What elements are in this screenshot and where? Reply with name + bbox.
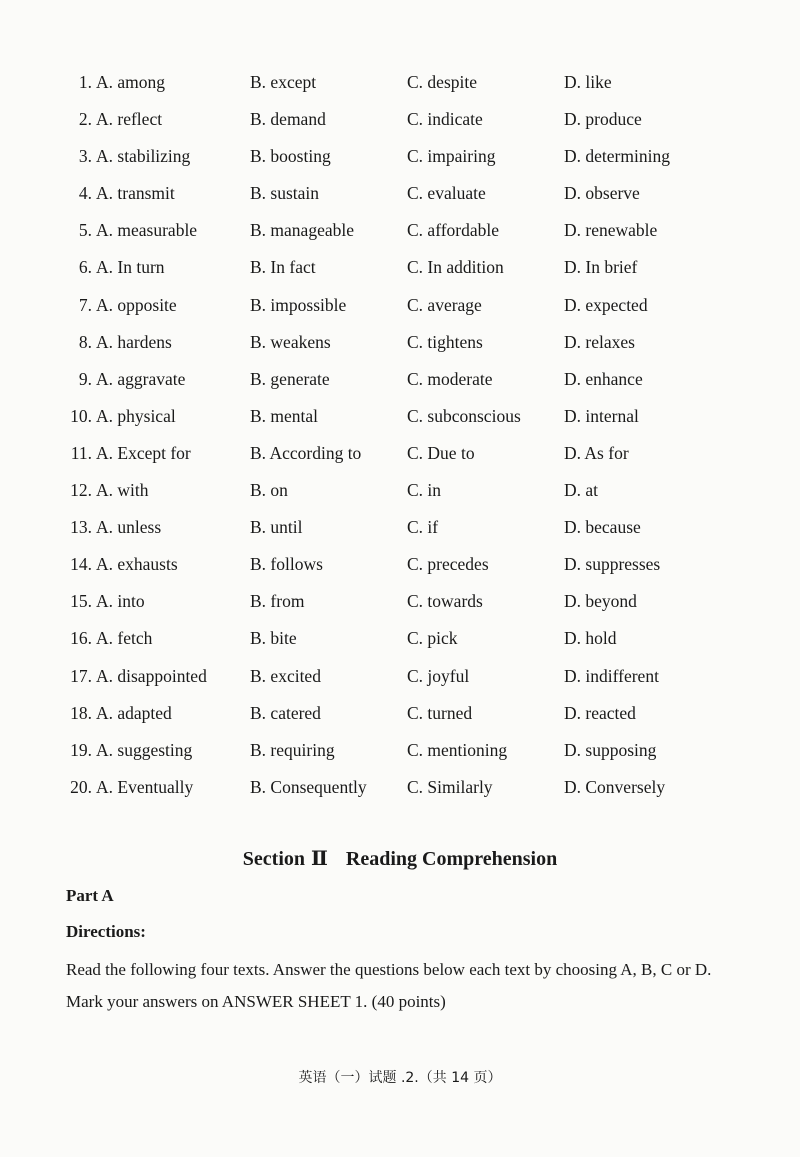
option-b: B. except [250,72,317,92]
question-number: 2. [78,109,92,130]
question-number: 20. [70,776,92,797]
option-d: D. supposing [564,739,657,760]
question-number: 7. [78,294,92,315]
option-c: C. evaluate [407,183,486,204]
option-b: B. excited [250,665,321,686]
option-text: A. transmit [96,183,175,204]
option-b: B. sustain [250,183,320,204]
option-a [64,546,178,583]
option-text: A. unless [96,517,162,538]
option-a [64,769,193,806]
option-b: B. until [250,517,303,538]
option-text: A. Except for [96,442,191,463]
option-d: D. because [564,517,641,538]
option-b: B. demand [250,109,326,130]
option-b: B. follows [250,554,323,575]
option-c: C. despite [407,72,477,92]
option-a [64,138,190,175]
question-number: 1. [78,72,92,92]
option-b: B. bite [250,628,297,649]
option-a [64,287,177,324]
question-number: 19. [70,739,92,760]
option-c: C. joyful [407,665,470,686]
option-a [64,398,176,435]
option-b: B. According to [250,442,362,463]
question-row [0,324,800,361]
option-c: C. subconscious [407,405,521,426]
option-c: C. towards [407,591,483,612]
option-a [64,101,162,138]
question-row [0,212,800,249]
option-b: B. impossible [250,294,347,315]
option-a [64,249,165,286]
option-d: D. indifferent [564,665,659,686]
directions-heading: Directions: [66,922,146,941]
question-row [0,398,800,435]
page-footer: 英语（一）试题 .2.（共 14 页） [298,1070,502,1086]
option-text: A. In turn [96,257,165,278]
option-text: A. reflect [96,109,163,130]
option-text: A. among [96,72,166,92]
option-c: C. indicate [407,109,483,130]
question-number: 17. [70,665,92,686]
option-text: A. adapted [96,702,172,723]
directions-text: Read the following four texts. Answer the questions below each text by choosing A, B, C or D. Mark your answers on ANSWER SHEET 1. (40 points) [66,960,712,1011]
question-number: 14. [70,554,92,575]
question-row [0,658,800,695]
question-row [0,435,800,472]
option-d: D. determining [564,146,670,167]
question-row [0,138,800,175]
section-number: Ⅱ [311,848,328,870]
option-c: C. in [407,480,442,501]
option-text: A. stabilizing [96,146,191,167]
section-label: Section [242,848,306,870]
option-b: B. generate [250,368,330,389]
question-number: 15. [70,591,92,612]
question-number: 16. [70,628,92,649]
option-c: C. average [407,294,482,315]
option-d: D. renewable [564,220,658,241]
option-text: A. aggravate [96,368,186,389]
question-number: 9. [78,368,92,389]
option-d: D. Conversely [564,776,666,797]
option-c: C. Due to [407,442,475,463]
part-heading: Part A [66,886,114,905]
option-d: D. enhance [564,368,643,389]
question-row [0,509,800,546]
question-row [0,546,800,583]
question-number: 6. [78,257,92,278]
option-c: C. affordable [407,220,500,241]
option-c: C. mentioning [407,739,508,760]
option-b: B. from [250,591,305,612]
question-number: 3. [78,146,92,167]
question-row [0,361,800,398]
question-number: 10. [70,405,92,426]
option-a [64,324,172,361]
option-d: D. expected [564,294,648,315]
option-a [64,695,172,732]
question-number: 8. [78,331,92,352]
option-b: B. Consequently [250,776,367,797]
option-a [64,658,207,695]
question-row [0,583,800,620]
question-row [0,472,800,509]
option-a [64,472,149,509]
option-a [64,620,152,657]
option-d: D. hold [564,628,617,649]
question-row [0,620,800,657]
option-a [64,64,165,101]
option-c: C. pick [407,628,458,649]
question-row [0,769,800,806]
option-d: D. like [564,72,612,92]
option-text: A. with [96,480,149,501]
option-c: C. if [407,517,439,538]
option-b: B. In fact [250,257,316,278]
question-number: 12. [70,480,92,501]
option-b: B. weakens [250,331,331,352]
section-title: Reading Comprehension [345,848,558,870]
option-a [64,509,161,546]
option-a [64,732,192,769]
option-d: D. beyond [564,591,637,612]
question-number: 13. [70,517,92,538]
option-d: D. observe [564,183,640,204]
question-row [0,732,800,769]
option-c: C. precedes [407,554,489,575]
option-d: D. internal [564,405,639,426]
option-text: A. into [96,591,145,612]
option-d: D. relaxes [564,331,635,352]
question-number: 18. [70,702,92,723]
option-text: A. Eventually [96,776,194,797]
option-b: B. on [250,480,288,501]
option-a [64,175,175,212]
option-c: C. Similarly [407,776,493,797]
option-text: A. exhausts [96,554,178,575]
option-a [64,583,145,620]
option-d: D. suppresses [564,554,661,575]
option-a [64,361,185,398]
option-text: A. opposite [96,294,177,315]
option-text: A. measurable [96,220,198,241]
option-c: C. In addition [407,257,504,278]
option-text: A. hardens [96,331,172,352]
option-b: B. manageable [250,220,354,241]
option-d: D. In brief [564,257,638,278]
option-b: B. boosting [250,146,331,167]
option-b: B. catered [250,702,321,723]
question-row [0,175,800,212]
option-d: D. reacted [564,702,636,723]
option-b: B. requiring [250,739,335,760]
question-row [0,101,800,138]
option-text: A. suggesting [96,739,193,760]
option-c: C. turned [407,702,473,723]
option-text: A. disappointed [96,665,207,686]
cloze-options-list [0,64,800,806]
question-number: 4. [78,183,92,204]
option-text: A. physical [96,405,176,426]
question-row [0,287,800,324]
question-row [0,64,800,101]
option-c: C. moderate [407,368,493,389]
option-c: C. tightens [407,331,483,352]
question-row [0,695,800,732]
question-number: 11. [70,442,92,463]
option-d: D. at [564,480,599,501]
section-heading [0,846,800,871]
option-d: D. produce [564,109,642,130]
option-c: C. impairing [407,146,496,167]
question-row [0,249,800,286]
option-a [64,435,191,472]
option-d: D. As for [564,442,629,463]
option-text: A. fetch [96,628,153,649]
option-b: B. mental [250,405,319,426]
option-a [64,212,197,249]
question-number: 5. [78,220,92,241]
